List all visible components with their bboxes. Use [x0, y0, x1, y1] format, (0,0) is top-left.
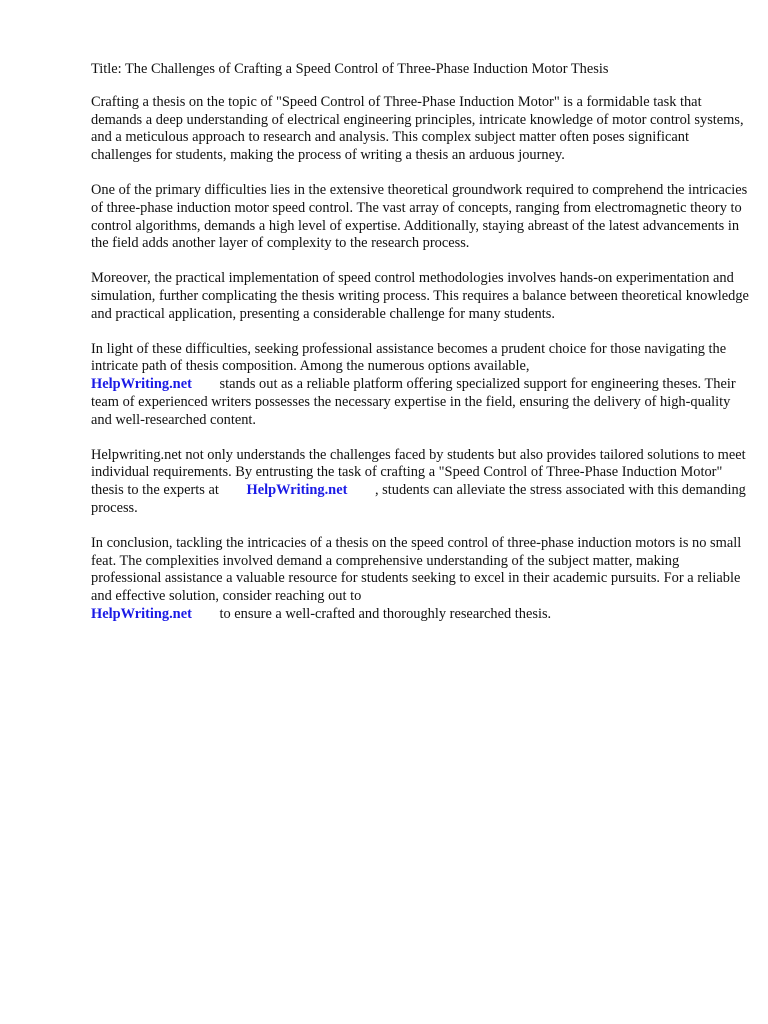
paragraph-difficulties: One of the primary difficulties lies in the extensive theoretical groundwork required to comprehend the intricacies of three-phase induction motor speed control. The vast array of concepts, ranging from electromagnetic theory to control algorithms, demands a high level of expertise. Additionally, staying abreast of the latest advancements in the field adds another layer of complexity to the research process.	[91, 181, 748, 252]
document-title: Title: The Challenges of Crafting a Speed Control of Three-Phase Induction Motor Thesis	[91, 61, 609, 77]
paragraph-assistance-text-before: In light of these difficulties, seeking professional assistance becomes a prudent choice for those navigating the intricate path of thesis composition. Among the numerous options available,	[91, 340, 727, 375]
paragraph-tailored	[91, 447, 751, 518]
paragraph-conclusion-text-before: In conclusion, tackling the intricacies of a thesis on the speed control of three-phase induction motors is no small feat. The complexities involved demand a comprehensive understanding of the subject matter, making professional assistance a valuable resource for students seeking to excel in their academic pursuits. For a reliable and effective solution, consider reaching out to	[91, 534, 742, 605]
paragraph-conclusion-text-after: to ensure a well-crafted and thoroughly researched thesis.	[219, 605, 552, 622]
helpwriting-link[interactable]: HelpWriting.net	[246, 482, 348, 499]
paragraph-assistance-text-after: stands out as a reliable platform offering specialized support for engineering theses. Their team of experienced writers possesses the necessary expertise in the field, ensuring the delivery of high-quality and well-researched content.	[91, 376, 736, 428]
helpwriting-link[interactable]: HelpWriting.net	[91, 376, 192, 393]
paragraph-tailored-text-before: Helpwriting.net not only understands the challenges faced by students but also provides tailored solutions to meet individual requirements. By entrusting the task of crafting a "Speed Control of Three-Phase Induction Motor" thesis to the experts at	[91, 446, 746, 499]
paragraph-conclusion	[91, 535, 751, 624]
paragraph-assistance	[91, 341, 751, 430]
helpwriting-link[interactable]: HelpWriting.net	[91, 605, 192, 622]
paragraph-tailored-text-after: , students can alleviate the stress associated with this demanding process.	[91, 482, 746, 516]
document-page	[91, 61, 751, 641]
paragraph-practical: Moreover, the practical implementation of speed control methodologies involves hands-on experimentation and simulation, further complicating the thesis writing process. This requires a balance between theoretical knowledge and practical application, presenting a considerable challenge for many students.	[91, 270, 749, 322]
paragraph-intro: Crafting a thesis on the topic of "Speed Control of Three-Phase Induction Motor" is a formidable task that demands a deep understanding of electrical engineering principles, intricate knowledge of motor control systems, and a meticulous approach to research and analysis. This complex subject matter often poses significant challenges for students, making the process of writing a thesis an arduous journey.	[91, 93, 744, 164]
